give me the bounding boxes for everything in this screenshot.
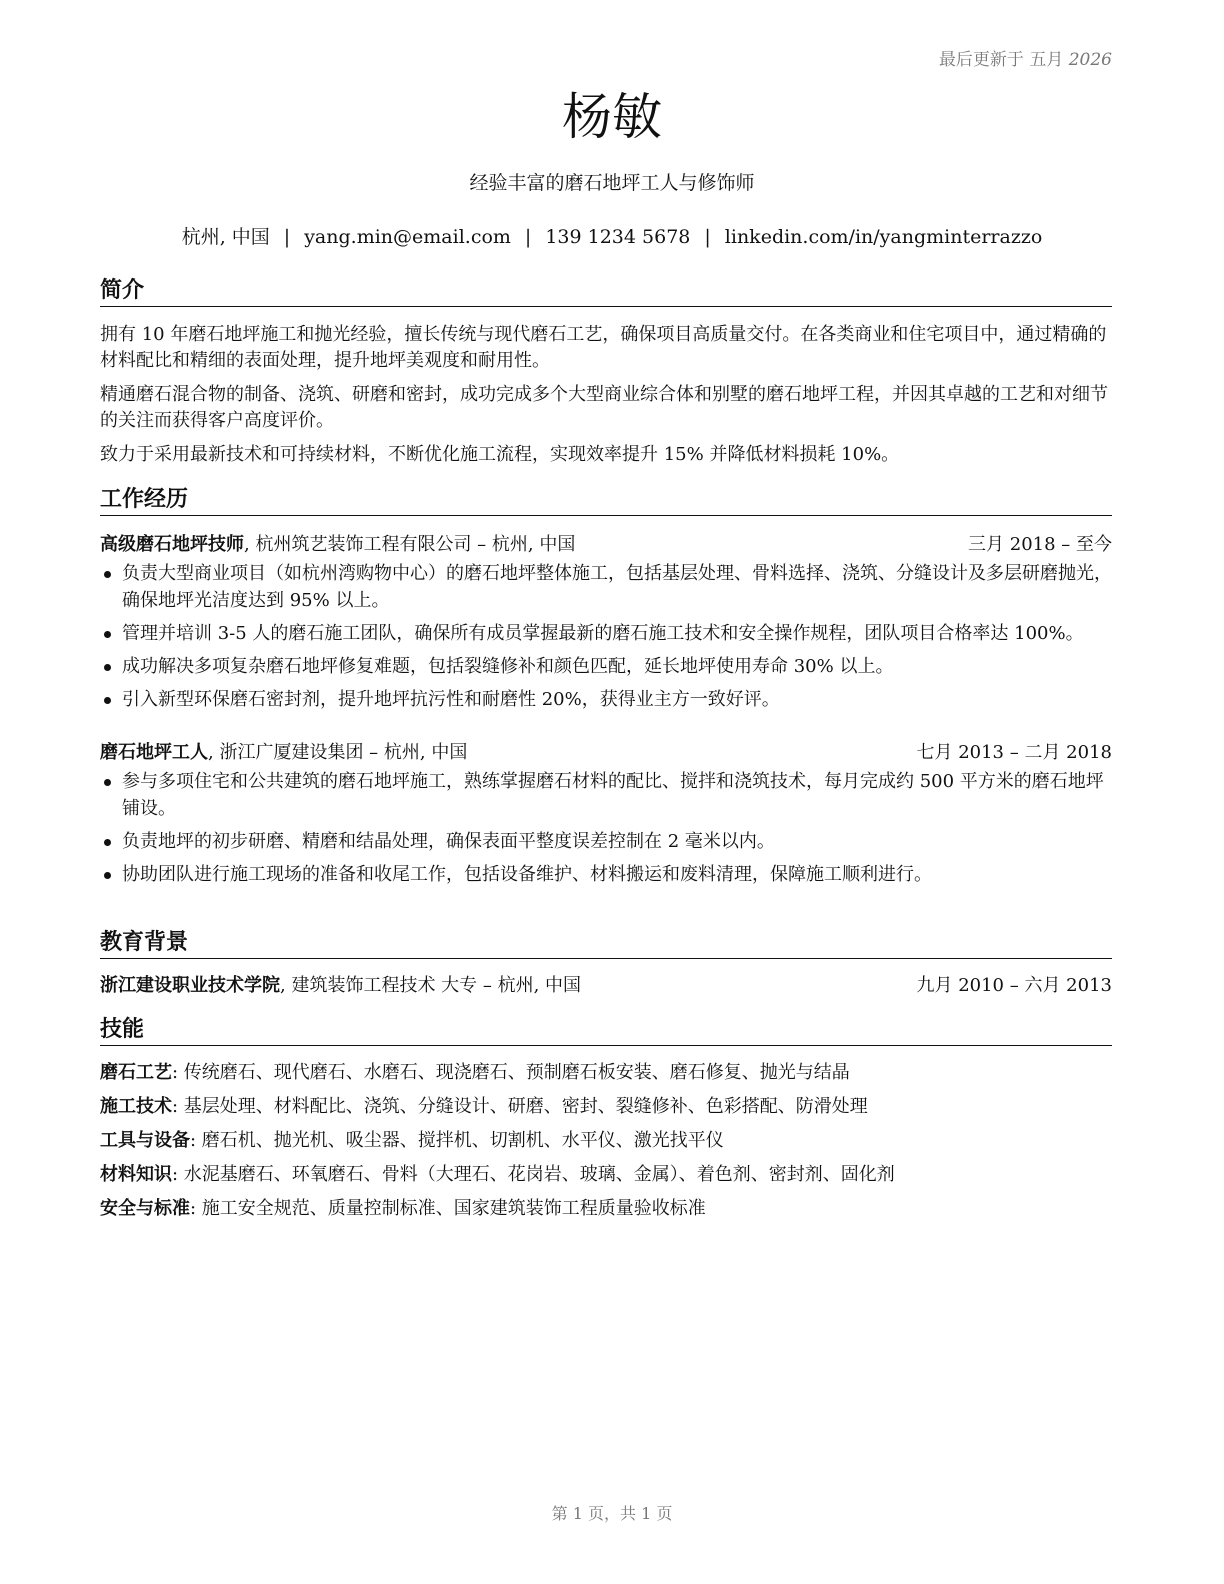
- contact-location: 杭州, 中国: [181, 226, 270, 248]
- education-detail: , 建筑装饰工程技术 大专 – 杭州, 中国: [280, 975, 582, 996]
- education-dates: 九月 2010 – 六月 2013: [916, 975, 1112, 996]
- section-title-education: 教育背景: [100, 929, 1112, 959]
- list-item: 成功解决多项复杂磨石地坪修复难题，包括裂缝修补和颜色匹配，延长地坪使用寿命 30% 以上。: [100, 653, 1112, 680]
- skill-value: : 磨石机、抛光机、吸尘器、搅拌机、切割机、水平仪、激光找平仪: [190, 1130, 724, 1151]
- summary-paragraph: 拥有 10 年磨石地坪施工和抛光经验，擅长传统与现代磨石工艺，确保项目高质量交付。在各类商业和住宅项目中，通过精确的材料配比和精细的表面处理，提升地坪美观度和耐用性。: [100, 324, 1107, 371]
- job-bullets: [100, 560, 1112, 713]
- education-section: [100, 929, 1112, 999]
- list-item: 协助团队进行施工现场的准备和收尾工作，包括设备维护、材料搬运和废料清理，保障施工顺利进行。: [100, 861, 1112, 888]
- skill-label: 安全与标准: [100, 1198, 190, 1219]
- job-role: 高级磨石地坪技师: [100, 534, 244, 555]
- last-updated-year: 2026: [1068, 50, 1112, 70]
- list-item: 负责大型商业项目（如杭州湾购物中心）的磨石地坪整体施工，包括基层处理、骨料选择、浇筑、分缝设计及多层研磨抛光，确保地坪光洁度达到 95% 以上。: [100, 560, 1112, 614]
- contact-line: [0, 224, 1224, 250]
- skill-row: [100, 1162, 1112, 1188]
- section-title-experience: 工作经历: [100, 486, 1112, 516]
- education-header: [100, 973, 1112, 999]
- resume-headline: 经验丰富的磨石地坪工人与修饰师: [469, 172, 755, 194]
- experience-section: [100, 486, 1112, 894]
- summary-section: [100, 277, 1112, 468]
- skill-row: [100, 1196, 1112, 1222]
- list-item: 负责地坪的初步研磨、精磨和结晶处理，确保表面平整度误差控制在 2 毫米以内。: [100, 828, 1112, 855]
- last-updated: [939, 45, 1112, 70]
- contact-separator: |: [524, 226, 532, 248]
- page-number: 第 1 页，共 1 页: [551, 1504, 673, 1523]
- job-company: , 杭州筑艺装饰工程有限公司 – 杭州, 中国: [244, 534, 576, 555]
- skill-label: 材料知识: [100, 1164, 172, 1185]
- skill-row: [100, 1094, 1112, 1120]
- skill-label: 施工技术: [100, 1096, 172, 1117]
- job-bullets: [100, 768, 1112, 888]
- last-updated-label: 最后更新于 五月: [938, 50, 1064, 70]
- skill-row: [100, 1060, 1112, 1086]
- list-item: 参与多项住宅和公共建筑的磨石地坪施工，熟练掌握磨石材料的配比、搅拌和浇筑技术，每月完成约 500 平方米的磨石地坪铺设。: [100, 768, 1112, 822]
- section-title-skills: 技能: [100, 1016, 1112, 1046]
- list-item: 管理并培训 3-5 人的磨石施工团队，确保所有成员掌握最新的磨石施工技术和安全操作规程，团队项目合格率达 100%。: [100, 620, 1112, 647]
- job-company: , 浙江广厦建设集团 – 杭州, 中国: [208, 742, 468, 763]
- section-title-summary: 简介: [100, 277, 1112, 307]
- contact-phone[interactable]: 139 1234 5678: [545, 226, 691, 248]
- job-header: [100, 532, 1112, 558]
- skill-value: : 基层处理、材料配比、浇筑、分缝设计、研磨、密封、裂缝修补、色彩搭配、防滑处理: [172, 1096, 868, 1117]
- job-header: [100, 740, 1112, 766]
- contact-separator: |: [704, 226, 711, 248]
- job-role: 磨石地坪工人: [100, 742, 208, 763]
- skill-value: : 水泥基磨石、环氧磨石、骨料（大理石、花岗岩、玻璃、金属）、着色剂、密封剂、固化剂: [172, 1164, 895, 1185]
- education-school: 浙江建设职业技术学院: [100, 975, 280, 996]
- skill-row: [100, 1128, 1112, 1154]
- skill-label: 工具与设备: [100, 1130, 190, 1151]
- contact-linkedin[interactable]: linkedin.com/in/yangminterrazzo: [724, 226, 1043, 248]
- skill-value: : 施工安全规范、质量控制标准、国家建筑装饰工程质量验收标准: [190, 1198, 706, 1219]
- contact-separator: |: [283, 226, 291, 248]
- contact-email[interactable]: yang.min@email.com: [304, 226, 511, 248]
- summary-paragraph: 精通磨石混合物的制备、浇筑、研磨和密封，成功完成多个大型商业综合体和别墅的磨石地坪工程，并因其卓越的工艺和对细节的关注而获得客户高度评价。: [100, 384, 1108, 431]
- summary-paragraph: 致力于采用最新技术和可持续材料，不断优化施工流程，实现效率提升 15% 并降低材料损耗 10%。: [100, 444, 900, 465]
- job-dates: 七月 2013 – 二月 2018: [916, 742, 1112, 763]
- skill-label: 磨石工艺: [100, 1062, 172, 1083]
- list-item: 引入新型环保磨石密封剂，提升地坪抗污性和耐磨性 20%，获得业主方一致好评。: [100, 686, 1112, 713]
- skills-section: [100, 1016, 1112, 1230]
- skill-value: : 传统磨石、现代磨石、水磨石、现浇磨石、预制磨石板安装、磨石修复、抛光与结晶: [172, 1062, 850, 1083]
- job-dates: 三月 2018 – 至今: [968, 534, 1112, 555]
- resume-name: 杨敏: [562, 88, 662, 146]
